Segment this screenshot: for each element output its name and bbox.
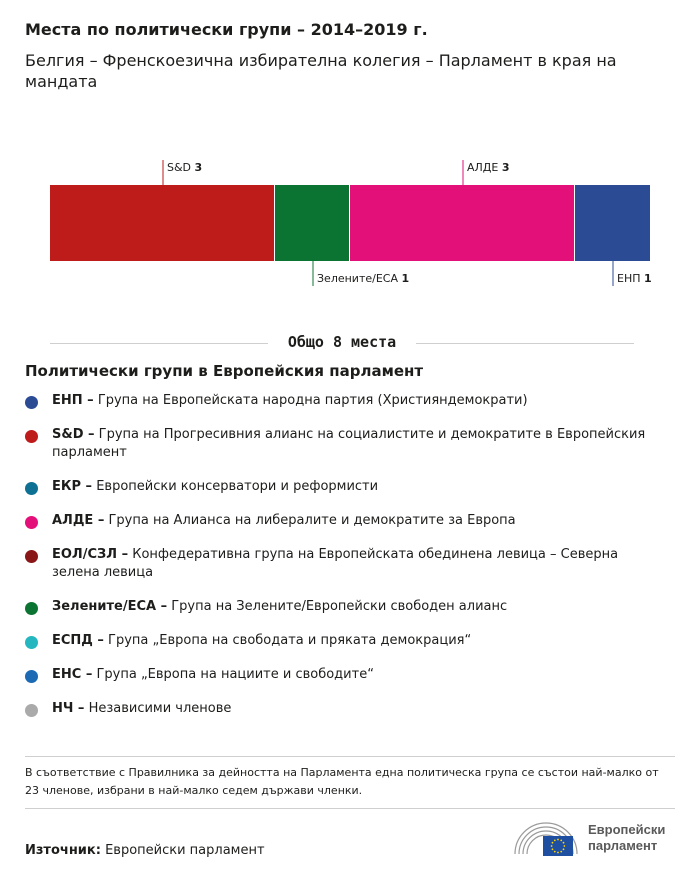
source-label: Източник: (25, 843, 101, 858)
hemicycle-flag-icon (513, 818, 579, 858)
segment-label: S&D 3 (167, 161, 203, 174)
legend-abbr: ЕКР – (52, 479, 93, 494)
legend-text: Група „Европа на свободата и пряката демокрация“ (108, 633, 472, 648)
legend-text: Група на Прогресивния алианс на социалистите и демократите в Европейския парламент (52, 427, 646, 460)
legend-dot (25, 482, 38, 495)
legend-text: Конфедеративна група на Европейската обединена левица – Северна зелена левица (52, 547, 619, 580)
legend-abbr: НЧ – (52, 701, 85, 716)
legend-text: Независими членове (88, 701, 232, 716)
legend-dot (25, 396, 38, 409)
legend-dot (25, 602, 38, 615)
bar-segment (275, 185, 349, 261)
footer-note: В съответствие с Правилника за дейността на Парламента една политическа група се състои най-малко от 23 членове, избрани в най-малко седем държави членки. (25, 766, 659, 797)
legend-dot (25, 636, 38, 649)
legend-dot (25, 670, 38, 683)
legend-abbr: ЕОЛ/СЗЛ – (52, 547, 129, 562)
legend-text: Група на Алианса на либералите и демократите за Европа (108, 513, 516, 528)
total-divider-right (416, 343, 634, 344)
logo-wordmark (588, 822, 665, 854)
legend-dot (25, 430, 38, 443)
legend-abbr: АЛДЕ – (52, 513, 105, 528)
legend-text: Европейски консерватори и реформисти (96, 479, 379, 494)
seat-distribution-chart (0, 150, 700, 290)
legend-abbr: ЕСПД – (52, 633, 104, 648)
legend-abbr: ЕНС – (52, 667, 93, 682)
legend-text: Група „Европа на нациите и свободите“ (96, 667, 374, 682)
ep-logo (513, 818, 693, 858)
legend-dot (25, 516, 38, 529)
page-title: Места по политически групи – 2014–2019 г. (25, 20, 428, 39)
source-text: Европейски парламент (105, 843, 265, 858)
footer-divider-bottom (25, 808, 675, 809)
source-line (25, 843, 265, 858)
bar-segment (50, 185, 274, 261)
segment-label: АЛДЕ 3 (467, 161, 510, 174)
legend-abbr: S&D – (52, 427, 95, 442)
legend-dot (25, 704, 38, 717)
legend-title: Политически групи в Европейския парламент (25, 362, 424, 380)
legend-text: Група на Зелените/Европейски свободен алианс (171, 599, 508, 614)
legend-text: Група на Европейската народна партия (Християндемократи) (97, 393, 528, 408)
segment-label: ЕНП 1 (617, 272, 652, 285)
page-subtitle: Белгия – Френскоезична избирателна колегия – Парламент в края на мандата (25, 51, 617, 91)
footer-divider-top (25, 756, 675, 757)
bar-segment (575, 185, 650, 261)
segment-label: Зелените/ЕСА 1 (317, 272, 410, 285)
legend-dot (25, 550, 38, 563)
bar-segment (350, 185, 574, 261)
total-seats-row (50, 332, 634, 354)
legend-abbr: Зелените/ЕСА – (52, 599, 168, 614)
logo-line-2: парламент (588, 838, 658, 853)
logo-line-1: Европейски (588, 822, 666, 837)
legend-abbr: ЕНП – (52, 393, 94, 408)
total-seats-label: Общо 8 места (287, 333, 397, 351)
